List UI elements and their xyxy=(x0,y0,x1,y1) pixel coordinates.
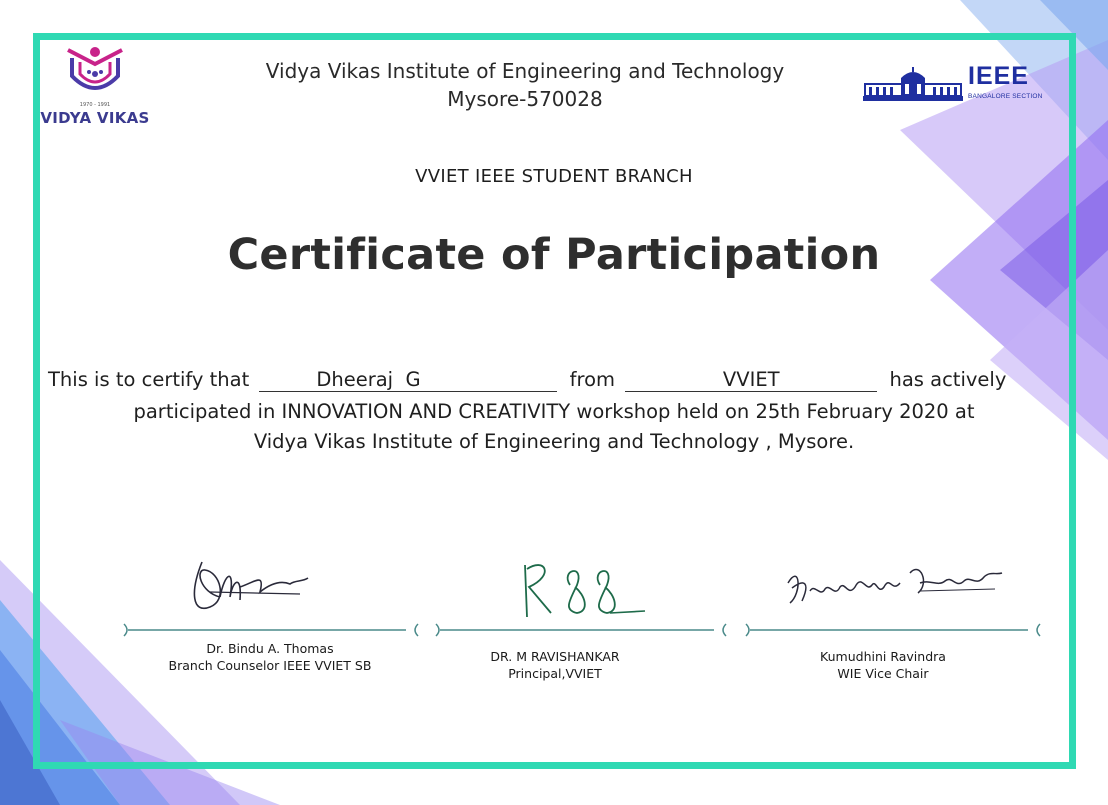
signatory-1-role: Branch Counselor IEEE VVIET SB xyxy=(168,658,372,673)
signatory-2-name: DR. M RAVISHANKAR xyxy=(490,649,620,664)
certify-line xyxy=(48,368,1006,392)
institution-name-line: Vidya Vikas Institute of Engineering and Technology xyxy=(265,59,785,83)
certificate-title: Certificate of Participation xyxy=(227,230,881,280)
ieee-building-icon xyxy=(861,66,965,104)
signatory-3 xyxy=(728,648,1038,682)
signature-dividers xyxy=(118,620,1048,640)
vidya-vikas-crest-icon xyxy=(62,42,128,104)
signature-bindu-thomas-icon xyxy=(180,552,330,622)
signatory-1 xyxy=(115,640,425,674)
signatory-3-role: WIE Vice Chair xyxy=(837,666,929,681)
ieee-bangalore-logo xyxy=(858,62,1058,110)
college-name xyxy=(625,369,877,392)
actively-suffix: has actively xyxy=(889,368,1007,391)
signatory-2-role: Principal,VVIET xyxy=(508,666,602,681)
signatory-2 xyxy=(400,648,710,682)
institution-address: Mysore-570028 xyxy=(447,87,603,111)
logo-year: 1970 - 1991 xyxy=(79,102,111,108)
venue-line: Vidya Vikas Institute of Engineering and Technology , Mysore. xyxy=(253,430,855,453)
participation-line: participated in INNOVATION AND CREATIVITY workshop held on 25th February 2020 at xyxy=(133,400,975,423)
ieee-section: BANGALORE SECTION xyxy=(968,93,1043,100)
college-name-text: VVIET xyxy=(722,368,780,391)
student-branch: VVIET IEEE STUDENT BRANCH xyxy=(415,166,693,187)
institution-name xyxy=(200,57,850,113)
signatory-3-name: Kumudhini Ravindra xyxy=(820,649,946,664)
signature-ravishankar-icon xyxy=(515,555,655,625)
signatory-1-name: Dr. Bindu A. Thomas xyxy=(206,641,334,656)
ieee-wordmark: IEEE xyxy=(968,62,1029,90)
signature-kumudhini-icon xyxy=(780,553,1010,613)
participant-name xyxy=(259,369,557,392)
participant-name-text: Dheeraj G xyxy=(316,368,421,391)
certify-prefix: This is to certify that xyxy=(48,368,250,391)
logo-name: VIDYA VIKAS xyxy=(40,109,150,127)
from-label: from xyxy=(569,368,616,391)
vidya-vikas-logo xyxy=(40,42,150,132)
